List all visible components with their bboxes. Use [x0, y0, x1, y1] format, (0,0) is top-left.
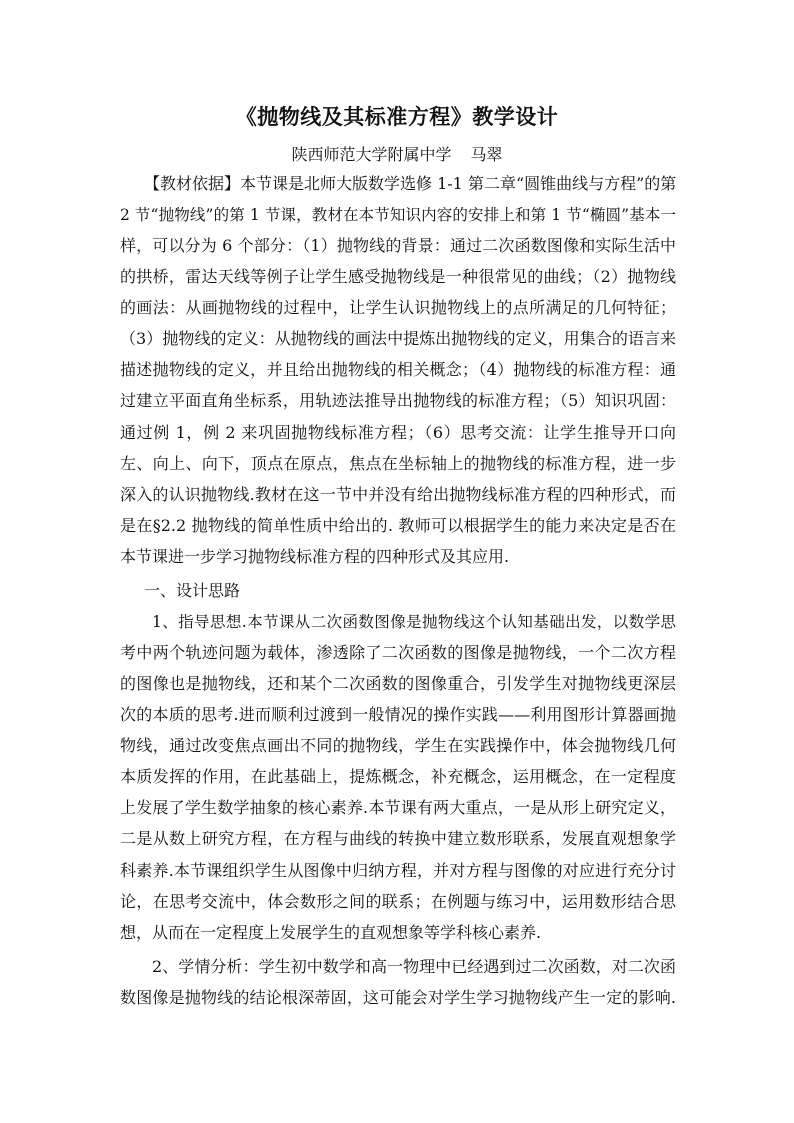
paragraph-line: 样，可以分为 6 个部分：（1）抛物线的背景：通过二次函数图像和实际生活中: [120, 236, 676, 255]
paragraph-line: 描述抛物线的定义，并且给出抛物线的相关概念；（4）抛物线的标准方程：通: [120, 360, 676, 379]
paragraph-line: 的画法：从画抛物线的过程中，让学生认识抛物线上的点所满足的几何特征；: [120, 298, 676, 317]
paragraph-line: 的图像也是抛物线，还和某个二次函数的图像重合，引发学生对抛物线更深层: [120, 674, 676, 693]
author-line: 陕西师范大学附属中学 马翠: [291, 145, 503, 164]
document-title: 《抛物线及其标准方程》教学设计: [235, 104, 559, 129]
paragraph-line: 深入的认识抛物线.教材在这一节中并没有给出抛物线标准方程的四种形式，而: [120, 485, 676, 504]
paragraph-line: 左、向上、向下，顶点在原点，焦点在坐标轴上的抛物线的标准方程，进一步: [120, 454, 676, 473]
paragraph-line: 通过例 1，例 2 来巩固抛物线标准方程；（6）思考交流：让学生推导开口向: [120, 423, 676, 442]
paragraph-line: 1、指导思想.本节课从二次函数图像是抛物线这个认知基础出发，以数学思: [152, 613, 676, 631]
paragraph-line: 科素养.本节课组织学生从图像中归纳方程，并对方程与图像的对应进行充分讨: [120, 861, 676, 880]
paragraph-line: 数图像是抛物线的结论根深蒂固，这可能会对学生学习抛物线产生一定的影响.: [120, 988, 676, 1007]
paragraph-line: 上发展了学生数学抽象的核心素养.本节课有两大重点，一是从形上研究定义，: [120, 798, 676, 817]
paragraph-line: 本质发挥的作用，在此基础上，提炼概念，补充概念，运用概念，在一定程度: [120, 767, 676, 786]
paragraph-line: （3）抛物线的定义：从抛物线的画法中提炼出抛物线的定义，用集合的语言来: [120, 329, 676, 348]
paragraph-line: 想，从而在一定程度上发展学生的直观想象等学科核心素养.: [120, 923, 542, 942]
paragraph-line: 2 节“抛物线”的第 1 节课，教材在本节知识内容的安排上和第 1 节“椭圆”基本一: [120, 206, 676, 224]
paragraph-line: 物线，通过改变焦点画出不同的抛物线，学生在实践操作中，体会抛物线几何: [120, 736, 676, 755]
paragraph-line: 2、学情分析：学生初中数学和高一物理中已经遇到过二次函数，对二次函: [152, 957, 676, 976]
paragraph-line: 的拱桥，雷达天线等例子让学生感受抛物线是一种很常见的曲线；（2）抛物线: [120, 267, 676, 286]
paragraph-line: 考中两个轨迹问题为载体，渗透除了二次函数的图像是抛物线，一个二次方程: [120, 643, 676, 662]
section-heading: 一、设计思路: [144, 581, 241, 600]
paragraph-line: 论，在思考交流中，体会数形之间的联系；在例题与练习中，运用数形结合思: [120, 892, 676, 911]
paragraph-line: 过建立平面直角坐标系，用轨迹法推导出抛物线的标准方程；（5）知识巩固：: [120, 391, 676, 410]
paragraph-line: 是在§2.2 抛物线的简单性质中给出的. 教师可以根据学生的能力来决定是否在: [120, 516, 676, 535]
paragraph-line: 二是从数上研究方程，在方程与曲线的转换中建立数形联系，发展直观想象学: [120, 829, 676, 848]
paragraph-line: 本节课进一步学习抛物线标准方程的四种形式及其应用.: [120, 547, 510, 566]
paragraph-line: 【教材依据】本节课是北师大版数学选修 1-1 第二章“圆锥曲线与方程”的第: [144, 174, 676, 193]
paragraph-line: 次的本质的思考.进而顺利过渡到一般情况的操作实践——利用图形计算器画抛: [120, 705, 676, 724]
